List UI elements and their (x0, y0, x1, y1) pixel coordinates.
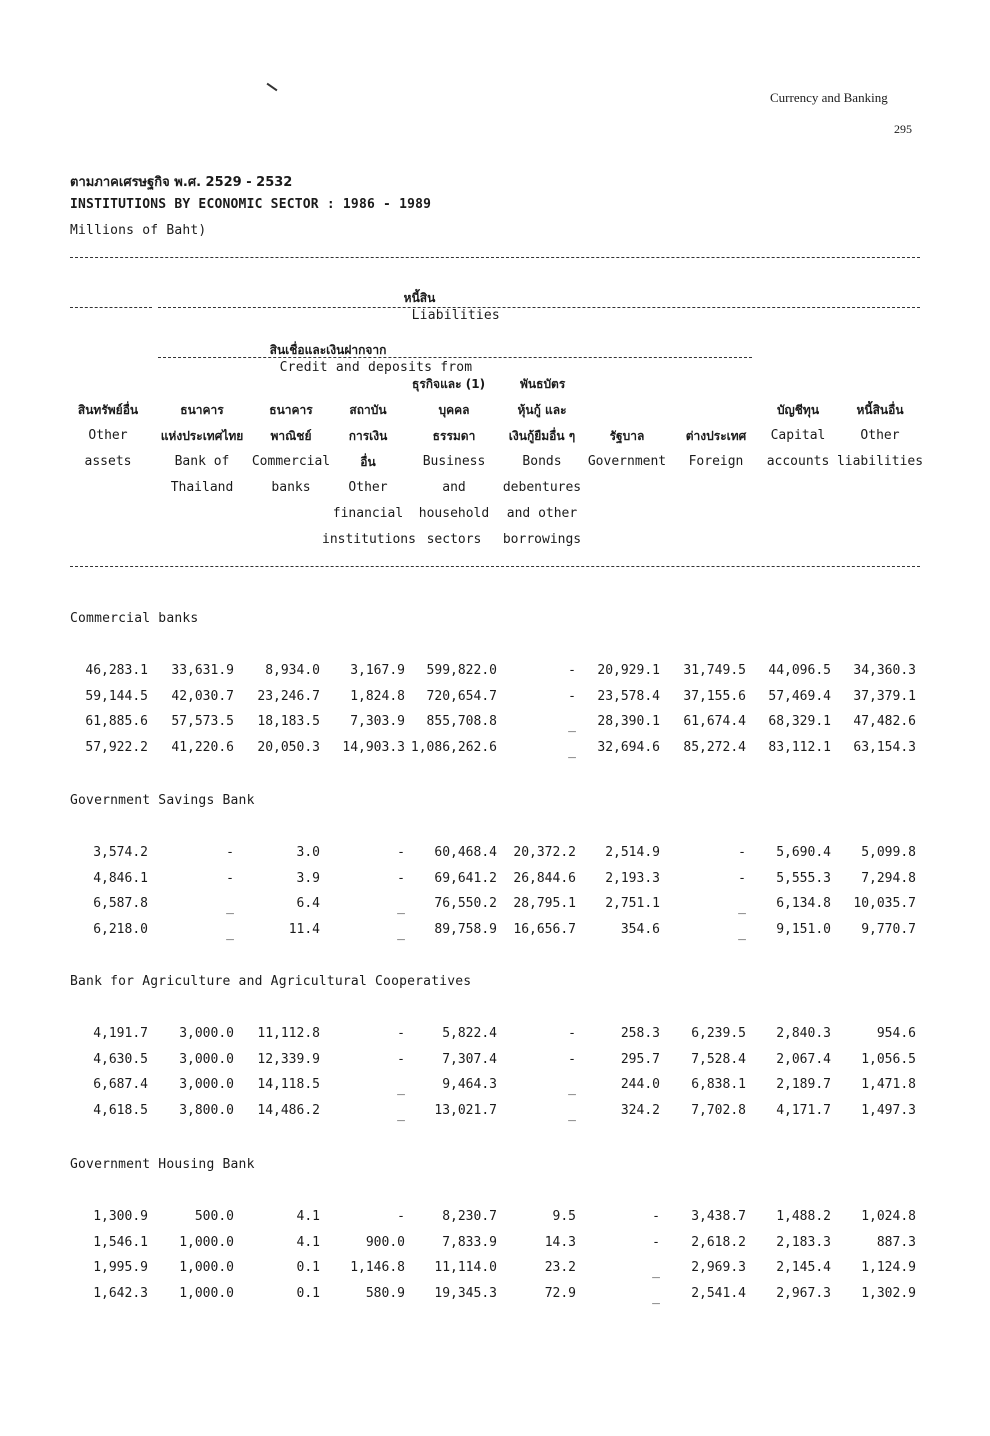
table-cell: 19,345.3 (434, 1285, 497, 1301)
table-cell: 61,885.6 (85, 714, 148, 729)
table-cell: 6,134.8 (776, 896, 831, 911)
table-cell: 11.4 (288, 921, 320, 937)
table-cell: _ (568, 1081, 576, 1096)
col-thai-other-liab: หนี้สินอื่น (856, 403, 904, 417)
col-line: Government (587, 454, 667, 469)
col-header-foreign (672, 423, 760, 475)
table-cell: 2,618.2 (691, 1234, 746, 1250)
table-cell: 900.0 (365, 1234, 405, 1250)
section-label: Government Savings Bank (70, 793, 255, 808)
table-cell: 6,587.8 (93, 896, 148, 911)
col-header-other-assets (66, 397, 150, 475)
table-cell: 5,822.4 (442, 1026, 497, 1041)
table-cell: _ (652, 1264, 660, 1279)
liabilities-en: Liabilities (411, 308, 500, 323)
table-cell: 2,514.9 (605, 845, 660, 860)
table-cell: 61,674.4 (683, 714, 746, 729)
table-cell: 7,307.4 (442, 1051, 497, 1067)
table-cell: 954.6 (876, 1026, 916, 1041)
table-cell: 2,193.3 (605, 870, 660, 886)
table-cell: 1,086,262.6 (410, 739, 497, 755)
table-cell: 2,967.3 (776, 1285, 831, 1301)
col-line: liabilities (836, 454, 924, 469)
table-cell: 3,438.7 (691, 1209, 746, 1224)
table-cell: 5,690.4 (776, 845, 831, 860)
table-cell: 5,555.3 (776, 870, 831, 886)
table-cell: 0.1 (296, 1260, 320, 1275)
table-cell: 2,969.3 (691, 1260, 746, 1275)
table-cell: - (568, 1051, 576, 1067)
table-cell: 3,574.2 (93, 845, 148, 860)
table-cell: 10,035.7 (853, 896, 916, 911)
col-line: Bank of (174, 454, 230, 469)
table-cell: 9,151.0 (776, 921, 831, 937)
table-cell: - (568, 663, 576, 678)
table-cell: 20,372.2 (513, 845, 576, 860)
liabilities-heading (388, 274, 500, 323)
col-line: Other (860, 428, 900, 443)
table-cell: 33,631.9 (171, 663, 234, 678)
table-cell: - (397, 1051, 405, 1067)
table-cell: 12,339.9 (257, 1051, 320, 1067)
col-header-bank-of-thailand (152, 397, 252, 501)
col-line: and (442, 480, 466, 495)
table-cell: 57,469.4 (768, 688, 831, 704)
col-thai-other-fin: สถาบัน (349, 403, 387, 417)
table-cell: 1,302.9 (861, 1285, 916, 1301)
table-cell: 1,000.0 (179, 1285, 234, 1301)
rule-liabilities (158, 307, 920, 308)
col-line: รัฐบาล (609, 429, 645, 443)
rule-top (70, 257, 920, 258)
table-cell: 37,379.1 (853, 688, 916, 704)
table-cell: 76,550.2 (434, 896, 497, 911)
table-cell: 1,995.9 (93, 1260, 148, 1275)
page-number: 295 (894, 122, 912, 136)
col-header-government (582, 423, 672, 475)
col-line: and other (506, 506, 578, 521)
col-line: ธรรมดา (432, 429, 476, 443)
liabilities-thai: หนี้สิน (403, 291, 436, 305)
table-cell: 5,099.8 (861, 845, 916, 860)
col-header-business-household (412, 397, 496, 553)
table-cell: _ (568, 718, 576, 733)
table-cell: - (397, 1026, 405, 1041)
table-cell: _ (738, 925, 746, 941)
table-cell: 2,183.3 (776, 1234, 831, 1250)
table-cell: 4,171.7 (776, 1102, 831, 1118)
table-cell: 59,144.5 (85, 688, 148, 704)
table-cell: 37,155.6 (683, 688, 746, 704)
table-cell: 6,838.1 (691, 1077, 746, 1092)
table-cell: 3,000.0 (179, 1077, 234, 1092)
table-cell: - (738, 870, 746, 886)
table-cell: 1,488.2 (776, 1209, 831, 1224)
title-english: INSTITUTIONS BY ECONOMIC SECTOR : 1986 - 1989 (70, 197, 432, 212)
table-cell: 2,145.4 (776, 1260, 831, 1275)
col-line: พาณิชย์ (270, 429, 312, 443)
table-cell: 60,468.4 (434, 845, 497, 860)
table-cell: 7,303.9 (350, 714, 405, 729)
title-thai: ตามภาคเศรษฐกิจ พ.ศ. 2529 - 2532 (70, 175, 293, 190)
table-cell: 72.9 (544, 1285, 576, 1301)
table-cell: 1,546.1 (93, 1234, 148, 1250)
table-cell: 1,000.0 (179, 1260, 234, 1275)
col-line: banks (271, 480, 311, 495)
table-cell: 18,183.5 (257, 714, 320, 729)
table-cell: 7,702.8 (691, 1102, 746, 1118)
table-cell: 7,833.9 (442, 1234, 497, 1250)
section-label: Bank for Agriculture and Agricultural Cooperatives (70, 974, 472, 989)
table-cell: - (652, 1234, 660, 1250)
business-top-label: ธุรกิจและ (1) (412, 377, 486, 391)
table-cell: 20,929.1 (597, 663, 660, 678)
table-cell: _ (397, 925, 405, 941)
col-line: Bonds (522, 454, 562, 469)
table-cell: 85,272.4 (683, 739, 746, 755)
table-cell: _ (226, 900, 234, 915)
table-cell: 57,573.5 (171, 714, 234, 729)
table-cell: 244.0 (620, 1077, 660, 1092)
table-cell: 68,329.1 (768, 714, 831, 729)
table-cell: - (397, 845, 405, 860)
table-cell: 4.1 (296, 1234, 320, 1250)
stray-mark (267, 83, 278, 92)
table-cell: 69,641.2 (434, 870, 497, 886)
col-line: borrowings (502, 532, 582, 547)
table-cell: 324.2 (620, 1102, 660, 1118)
table-cell: 3,167.9 (350, 663, 405, 678)
table-cell: 26,844.6 (513, 870, 576, 886)
table-cell: 720,654.7 (426, 688, 497, 704)
table-cell: 1,824.8 (350, 688, 405, 704)
col-thai-business: บุคคล (438, 403, 470, 417)
col-line: Thailand (170, 480, 234, 495)
col-thai-bonds: หุ้นกู้ และ (517, 403, 567, 417)
col-thai-bot: ธนาคาร (180, 403, 224, 417)
table-cell: 2,751.1 (605, 896, 660, 911)
table-cell: - (226, 845, 234, 860)
table-cell: 1,124.9 (861, 1260, 916, 1275)
table-cell: 47,482.6 (853, 714, 916, 729)
table-cell: 23,246.7 (257, 688, 320, 704)
table-cell: 580.9 (365, 1285, 405, 1301)
section-label: Commercial banks (70, 611, 199, 626)
table-cell: 3,000.0 (179, 1026, 234, 1041)
table-cell: 887.3 (876, 1234, 916, 1250)
table-cell: - (652, 1209, 660, 1224)
table-cell: 8,230.7 (442, 1209, 497, 1224)
table-cell: 599,822.0 (426, 663, 497, 678)
col-header-other-financial (322, 397, 414, 553)
table-cell: 46,283.1 (85, 663, 148, 678)
credit-heading (254, 326, 472, 375)
table-cell: 11,112.8 (257, 1026, 320, 1041)
col-thai-capital: บัญชีทุน (776, 403, 820, 417)
table-cell: 9,464.3 (442, 1077, 497, 1092)
col-line: financial (332, 506, 404, 521)
table-cell: _ (226, 925, 234, 941)
col-header-bonds (496, 397, 588, 553)
section-label: Government Housing Bank (70, 1157, 255, 1172)
table-cell: 1,146.8 (350, 1260, 405, 1275)
table-cell: 14,486.2 (257, 1102, 320, 1118)
table-cell: 3.0 (296, 845, 320, 860)
table-cell: - (738, 845, 746, 860)
col-line: assets (84, 454, 132, 469)
table-cell: _ (397, 900, 405, 915)
table-cell: _ (397, 1106, 405, 1122)
col-line: Capital (770, 428, 826, 443)
col-line: debentures (502, 480, 582, 495)
bonds-top-label: พันธบัตร (520, 377, 566, 391)
rule-header-bottom (70, 566, 920, 567)
table-cell: 7,528.4 (691, 1051, 746, 1067)
table-cell: 1,056.5 (861, 1051, 916, 1067)
table-cell: - (397, 1209, 405, 1224)
table-cell: 31,749.5 (683, 663, 746, 678)
table-cell: 3,800.0 (179, 1102, 234, 1118)
col-header-other-liabilities (834, 397, 926, 475)
table-cell: 295.7 (620, 1051, 660, 1067)
table-cell: 9,770.7 (861, 921, 916, 937)
col-line: Foreign (688, 454, 744, 469)
col-line: accounts (766, 454, 830, 469)
table-cell: - (397, 870, 405, 886)
running-title: Currency and Banking (770, 90, 888, 105)
table-cell: - (568, 688, 576, 704)
table-cell: 1,024.8 (861, 1209, 916, 1224)
table-cell: - (568, 1026, 576, 1041)
table-cell: _ (652, 1289, 660, 1305)
table-cell: 14,118.5 (257, 1077, 320, 1092)
table-cell: 1,300.9 (93, 1209, 148, 1224)
table-cell: 4.1 (296, 1209, 320, 1224)
table-cell: 500.0 (194, 1209, 234, 1224)
col-line: Other (348, 480, 388, 495)
table-cell: 89,758.9 (434, 921, 497, 937)
table-cell: 28,795.1 (513, 896, 576, 911)
table-cell: 258.3 (620, 1026, 660, 1041)
table-cell: 855,708.8 (426, 714, 497, 729)
table-cell: 3,000.0 (179, 1051, 234, 1067)
table-cell: 2,541.4 (691, 1285, 746, 1301)
table-cell: 14,903.3 (342, 739, 405, 755)
table-cell: 4,846.1 (93, 870, 148, 886)
table-cell: 6,239.5 (691, 1026, 746, 1041)
rule-assets-short (70, 307, 152, 308)
col-line: Other (88, 428, 128, 443)
table-cell: 2,189.7 (776, 1077, 831, 1092)
credit-en: Credit and deposits from (279, 360, 473, 375)
table-cell: 1,642.3 (93, 1285, 148, 1301)
table-cell: 4,618.5 (93, 1102, 148, 1118)
table-cell: 8,934.0 (265, 663, 320, 678)
table-cell: _ (568, 743, 576, 759)
table-cell: 3.9 (296, 870, 320, 886)
table-cell: 16,656.7 (513, 921, 576, 937)
table-cell: 6.4 (296, 896, 320, 911)
table-cell: 28,390.1 (597, 714, 660, 729)
table-cell: 34,360.3 (853, 663, 916, 678)
table-cell: 4,191.7 (93, 1026, 148, 1041)
table-cell: 57,922.2 (85, 739, 148, 755)
table-cell: - (226, 870, 234, 886)
col-line: อื่น (360, 455, 376, 469)
col-thai-commercial: ธนาคาร (269, 403, 313, 417)
table-cell: 14.3 (544, 1234, 576, 1250)
col-line: การเงิน (348, 429, 388, 443)
col-line: Commercial (251, 454, 331, 469)
col-thai-other-assets: สินทรัพย์อื่น (77, 403, 139, 417)
table-cell: 83,112.1 (768, 739, 831, 755)
table-cell: 9.5 (552, 1209, 576, 1224)
table-cell: 11,114.0 (434, 1260, 497, 1275)
credit-thai: สินเชื่อและเงินฝากจาก (269, 343, 387, 357)
table-cell: 41,220.6 (171, 739, 234, 755)
table-cell: 20,050.3 (257, 739, 320, 755)
table-cell: _ (397, 1081, 405, 1096)
table-cell: 23,578.4 (597, 688, 660, 704)
title-units: Millions of Baht) (70, 223, 207, 238)
col-line: Business (422, 454, 486, 469)
table-cell: 354.6 (620, 921, 660, 937)
table-cell: 13,021.7 (434, 1102, 497, 1118)
table-cell: 1,497.3 (861, 1102, 916, 1118)
table-cell: _ (568, 1106, 576, 1122)
table-cell: 23.2 (544, 1260, 576, 1275)
col-line: household (418, 506, 490, 521)
table-cell: 4,630.5 (93, 1051, 148, 1067)
col-line: sectors (426, 532, 482, 547)
col-line: institutions (322, 532, 416, 547)
table-cell: 2,067.4 (776, 1051, 831, 1067)
table-cell: 63,154.3 (853, 739, 916, 755)
col-line: ต่างประเทศ (685, 429, 747, 443)
table-cell: 1,000.0 (179, 1234, 234, 1250)
table-cell: _ (738, 900, 746, 915)
col-line: เงินกู้ยืมอื่น ๆ (508, 429, 576, 443)
table-cell: 2,840.3 (776, 1026, 831, 1041)
table-cell: 7,294.8 (861, 870, 916, 886)
table-cell: 1,471.8 (861, 1077, 916, 1092)
table-cell: 42,030.7 (171, 688, 234, 704)
table-cell: 6,687.4 (93, 1077, 148, 1092)
table-cell: 32,694.6 (597, 739, 660, 755)
col-header-capital-accounts (760, 397, 836, 475)
table-cell: 44,096.5 (768, 663, 831, 678)
table-cell: 6,218.0 (93, 921, 148, 937)
col-line: แห่งประเทศไทย (160, 429, 244, 443)
table-cell: 0.1 (296, 1285, 320, 1301)
rule-credit (158, 357, 752, 358)
